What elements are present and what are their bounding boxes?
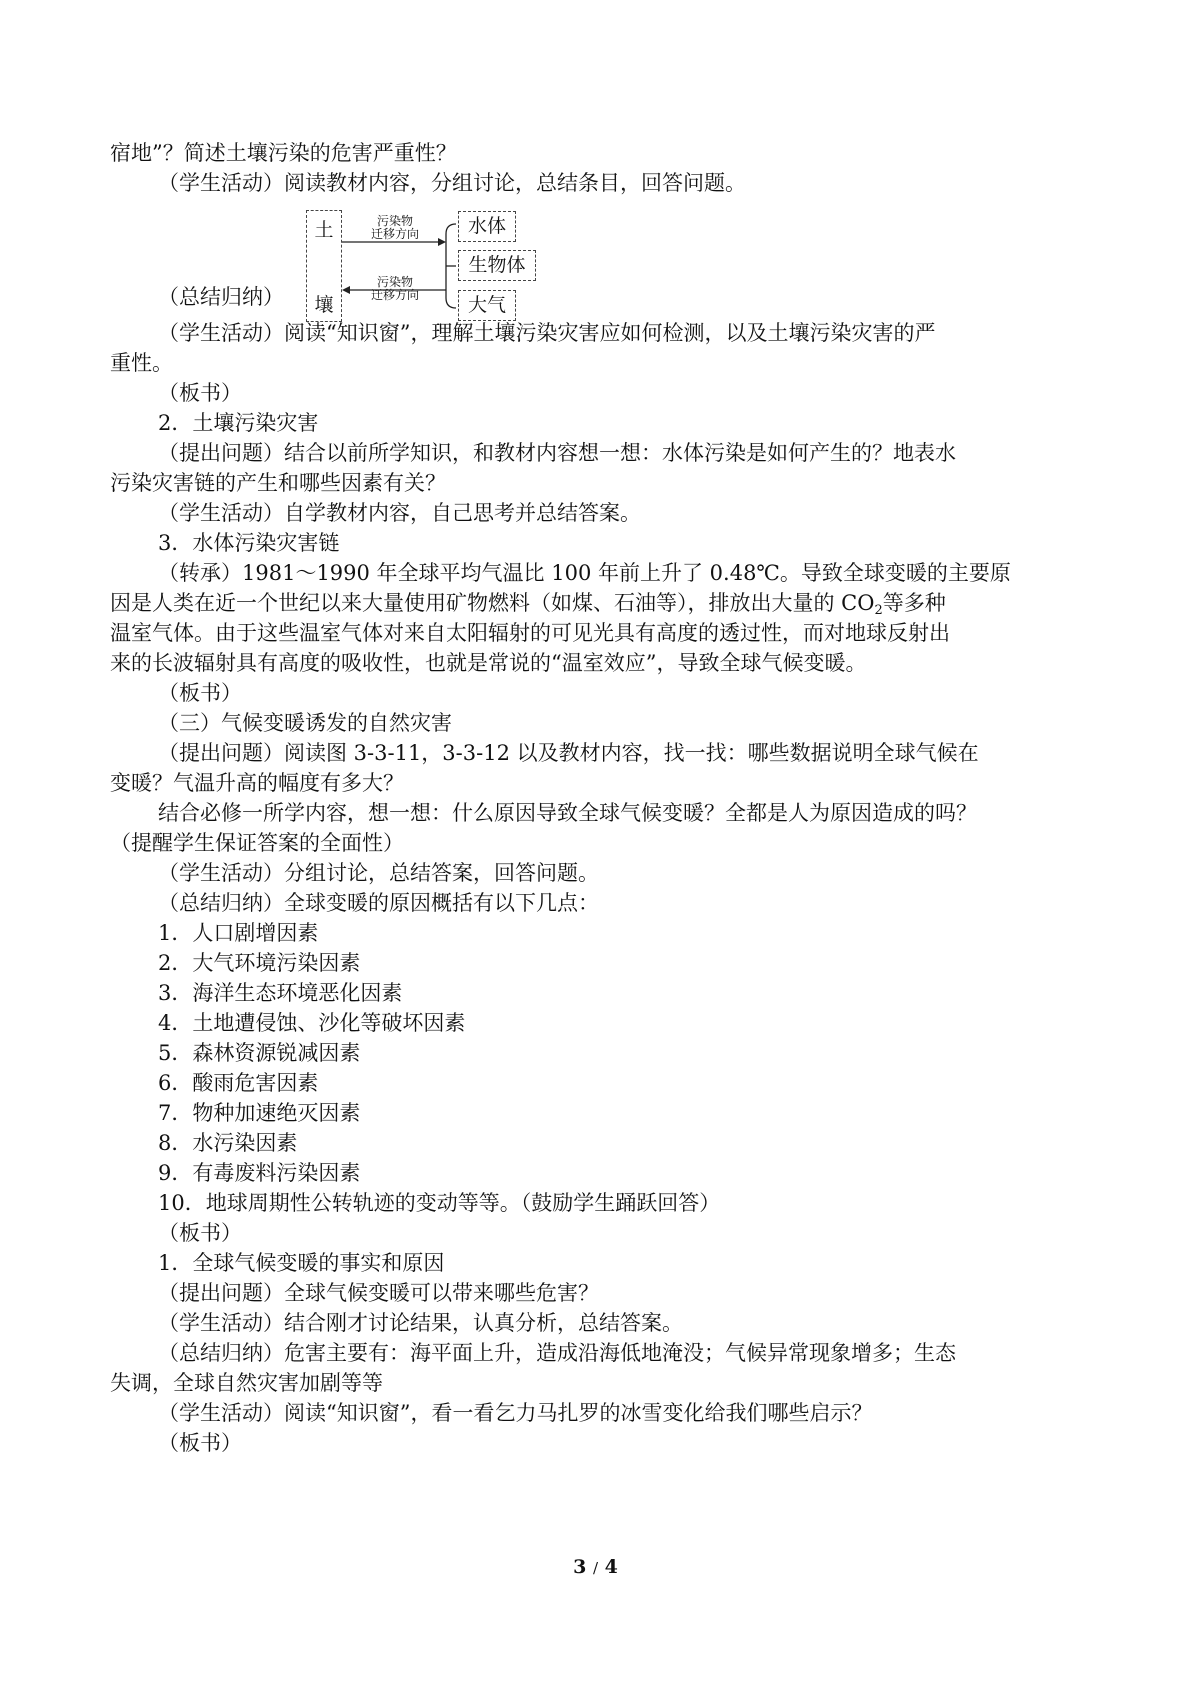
text-line: （学生活动）阅读教材内容，分组讨论，总结条目，回答问题。 — [158, 171, 746, 195]
text-line: （学生活动）自学教材内容，自己思考并总结答案。 — [158, 501, 641, 525]
list-item: 8．水污染因素 — [158, 1131, 298, 1155]
text-line: （学生活动）分组讨论，总结答案，回答问题。 — [158, 861, 599, 885]
text-line: （板书） — [158, 681, 242, 705]
list-item: 9．有毒废料污染因素 — [158, 1161, 361, 1185]
arrow-label-inward: 污染物 迁移方向 — [370, 275, 419, 302]
text-line: 失调，全球自然灾害加剧等等 — [110, 1371, 383, 1395]
water-box: 水体 — [458, 211, 516, 242]
text-line: （板书） — [158, 381, 242, 405]
text-line: 重性。 — [110, 351, 173, 375]
text-line: 宿地”？简述土壤污染的危害严重性？ — [110, 141, 457, 165]
text-line: （学生活动）阅读“知识窗”，看一看乞力马扎罗的冰雪变化给我们哪些启示？ — [158, 1401, 873, 1425]
co2-subscript: 2 — [874, 603, 883, 618]
list-item: 7．物种加速绝灭因素 — [158, 1101, 361, 1125]
text-line: （总结归纳）危害主要有：海平面上升，造成沿海低地淹没；气候异常现象增多；生态 — [158, 1341, 956, 1365]
list-item: 3．海洋生态环境恶化因素 — [158, 981, 403, 1005]
soil-label-top: 土 — [314, 219, 334, 241]
text-line: （提醒学生保证答案的全面性） — [110, 831, 404, 855]
text-line: 污染灾害链的产生和哪些因素有关？ — [110, 471, 446, 495]
text-line: 温室气体。由于这些温室气体对来自太阳辐射的可见光具有高度的透过性，而对地球反射出 — [110, 621, 950, 645]
text-line: 1．全球气候变暖的事实和原因 — [158, 1251, 445, 1275]
text-line: 来的长波辐射具有高度的吸收性，也就是常说的“温室效应”，导致全球气候变暖。 — [110, 651, 867, 675]
list-item: 2．大气环境污染因素 — [158, 951, 361, 975]
text-line: 结合必修一所学内容，想一想：什么原因导致全球气候变暖？全都是人为原因造成的吗？ — [158, 801, 977, 825]
list-item: 4．土地遭侵蚀、沙化等破坏因素 — [158, 1011, 466, 1035]
text-line: （三）气候变暖诱发的自然灾害 — [158, 711, 452, 735]
text-line: （板书） — [158, 1431, 242, 1455]
list-item: 5．森林资源锐减因素 — [158, 1041, 361, 1065]
text-line: （提出问题）阅读图 3-3-11，3-3-12 以及教材内容，找一找：哪些数据说明全球气候在 — [158, 741, 979, 765]
list-item: 10．地球周期性公转轨迹的变动等等。（鼓励学生踊跃回答） — [158, 1191, 721, 1215]
soil-label-bottom: 壤 — [314, 294, 334, 316]
text-line: （学生活动）结合刚才讨论结果，认真分析，总结答案。 — [158, 1311, 683, 1335]
text-line: （总结归纳） — [158, 285, 284, 309]
text-line: 变暖？气温升高的幅度有多大？ — [110, 771, 404, 795]
text-line: （提出问题）结合以前所学知识，和教材内容想一想：水体污染是如何产生的？地表水 — [158, 441, 956, 465]
list-item: 1．人口剧增因素 — [158, 921, 319, 945]
atmosphere-box: 大气 — [458, 290, 516, 321]
text-line: （提出问题）全球气候变暖可以带来哪些危害？ — [158, 1281, 599, 1305]
list-item: 6．酸雨危害因素 — [158, 1071, 319, 1095]
text-line: 2．土壤污染灾害 — [158, 411, 319, 435]
text-line: 因是人类在近一个世纪以来大量使用矿物燃料（如煤、石油等），排放出大量的 $CO_2$等多种 — [110, 591, 946, 618]
text-line: 3．水体污染灾害链 — [158, 531, 340, 555]
page-number: 3 / 4 — [573, 1556, 618, 1578]
organism-box: 生物体 — [458, 250, 536, 281]
text-line: （转承）1981～1990 年全球平均气温比 100 年前上升了 0.48℃。导致全球变暖的主要原 — [158, 561, 1011, 585]
text-line: （板书） — [158, 1221, 242, 1245]
text-line: （学生活动）阅读“知识窗”，理解土壤污染灾害应如何检测，以及土壤污染灾害的严 — [158, 321, 936, 345]
text-line: （总结归纳）全球变暖的原因概括有以下几点： — [158, 891, 599, 915]
arrow-label-outward: 污染物 迁移方向 — [370, 214, 419, 241]
